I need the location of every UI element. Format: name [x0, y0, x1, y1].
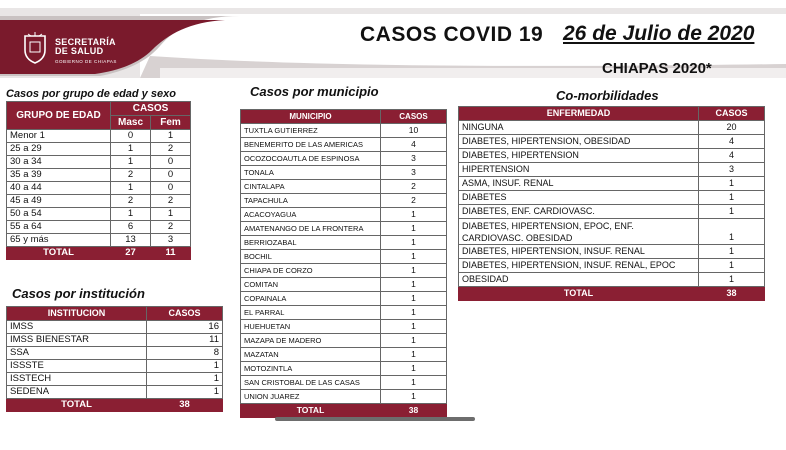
disease-name-cell: DIABETES, HIPERTENSION, INSUF. RENAL — [459, 245, 699, 259]
table-row — [241, 138, 447, 152]
municipality-name-cell: COPAINALA — [241, 292, 381, 306]
municipality-name-cell: CINTALAPA — [241, 180, 381, 194]
disease-name-line-1: DIABETES, HIPERTENSION, EPOC, ENF. — [462, 220, 634, 231]
municipality-cases-cell: 1 — [381, 376, 447, 390]
male-cases-cell: 2 — [111, 195, 151, 208]
municipality-cases-cell: 1 — [381, 334, 447, 348]
municipality-name-cell: MAZAPA DE MADERO — [241, 334, 381, 348]
table-row — [241, 362, 447, 376]
col-cases: CASOS — [147, 307, 223, 321]
total-label: TOTAL — [459, 287, 699, 301]
table-row — [241, 222, 447, 236]
table-row — [459, 273, 765, 287]
age-total-row — [7, 247, 191, 260]
crest-icon — [22, 32, 48, 64]
table-row — [7, 130, 191, 143]
age-group-cell: Menor 1 — [7, 130, 111, 143]
female-cases-cell: 3 — [151, 234, 191, 247]
municipality-cases-cell: 4 — [381, 138, 447, 152]
male-cases-cell: 1 — [111, 143, 151, 156]
municipality-name-cell: TAPACHULA — [241, 194, 381, 208]
municipality-name-cell: COMITAN — [241, 278, 381, 292]
age-group-cell: 40 a 44 — [7, 182, 111, 195]
institution-name-cell: IMSS BIENESTAR — [7, 334, 147, 347]
municipality-total-row — [241, 404, 447, 418]
age-group-cell: 65 y más — [7, 234, 111, 247]
total-label: TOTAL — [7, 399, 147, 412]
total-value: 38 — [147, 399, 223, 412]
table-row — [241, 152, 447, 166]
disease-cases-cell: 1 — [699, 191, 765, 205]
table-row — [459, 219, 765, 245]
municipality-name-cell: SAN CRISTOBAL DE LAS CASAS — [241, 376, 381, 390]
institution-cases-cell: 8 — [147, 347, 223, 360]
municipality-cases-cell: 1 — [381, 320, 447, 334]
male-cases-cell: 13 — [111, 234, 151, 247]
header-banner — [0, 8, 786, 78]
municipality-name-cell: TONALA — [241, 166, 381, 180]
table-row — [241, 250, 447, 264]
disease-name-cell: HIPERTENSION — [459, 163, 699, 177]
table-row — [241, 208, 447, 222]
comorbidities-heading: Co-morbilidades — [556, 88, 659, 103]
institution-heading: Casos por institución — [12, 286, 145, 301]
table-row — [241, 194, 447, 208]
institution-table — [6, 306, 223, 412]
col-cases: CASOS — [111, 102, 191, 116]
disease-cases-cell: 4 — [699, 135, 765, 149]
municipality-name-cell: CHIAPA DE CORZO — [241, 264, 381, 278]
institution-cases-cell: 1 — [147, 360, 223, 373]
female-cases-cell: 2 — [151, 143, 191, 156]
horizontal-scrollbar[interactable] — [275, 417, 475, 421]
disease-name-cell: ASMA, INSUF. RENAL — [459, 177, 699, 191]
table-row — [241, 124, 447, 138]
table-row — [241, 320, 447, 334]
municipality-name-cell: BERRIOZABAL — [241, 236, 381, 250]
male-cases-cell: 1 — [111, 208, 151, 221]
municipality-cases-cell: 1 — [381, 306, 447, 320]
disease-cases-cell: 1 — [699, 259, 765, 273]
municipality-cases-cell: 1 — [381, 362, 447, 376]
table-row — [7, 156, 191, 169]
institution-name-cell: IMSS — [7, 321, 147, 334]
table-row — [7, 386, 223, 399]
table-row — [459, 245, 765, 259]
municipality-name-cell: UNION JUAREZ — [241, 390, 381, 404]
col-cases: CASOS — [381, 110, 447, 124]
page-title: CASOS COVID 19 — [360, 23, 544, 46]
age-group-cell: 50 a 54 — [7, 208, 111, 221]
male-cases-cell: 6 — [111, 221, 151, 234]
age-sex-heading: Casos por grupo de edad y sexo — [6, 88, 176, 100]
table-row — [241, 236, 447, 250]
total-male: 27 — [111, 247, 151, 260]
municipality-name-cell: AMATENANGO DE LA FRONTERA — [241, 222, 381, 236]
total-value: 38 — [699, 287, 765, 301]
disease-name-cell: DIABETES, HIPERTENSION, OBESIDAD — [459, 135, 699, 149]
table-row — [7, 195, 191, 208]
comorbidities-table — [458, 106, 765, 301]
disease-name-cell: OBESIDAD — [459, 273, 699, 287]
disease-name-cell: NINGUNA — [459, 121, 699, 135]
table-row — [459, 177, 765, 191]
municipality-cases-cell: 1 — [381, 390, 447, 404]
logo-line-1: SECRETARÍA — [55, 37, 116, 47]
age-group-cell: 25 a 29 — [7, 143, 111, 156]
municipality-name-cell: OCOZOCOAUTLA DE ESPINOSA — [241, 152, 381, 166]
institution-cases-cell: 11 — [147, 334, 223, 347]
logo-text — [55, 38, 117, 65]
comorbidities-total-row — [459, 287, 765, 301]
institution-cases-cell: 1 — [147, 386, 223, 399]
male-cases-cell: 0 — [111, 130, 151, 143]
female-cases-cell: 0 — [151, 169, 191, 182]
municipality-cases-cell: 3 — [381, 152, 447, 166]
col-male: Masc — [111, 116, 151, 130]
disease-cases-cell: 3 — [699, 163, 765, 177]
municipality-cases-cell: 1 — [381, 278, 447, 292]
logo-line-3: GOBIERNO DE CHIAPAS — [55, 58, 117, 64]
age-group-cell: 55 a 64 — [7, 221, 111, 234]
female-cases-cell: 0 — [151, 182, 191, 195]
page-subtitle: CHIAPAS 2020* — [602, 60, 712, 77]
table-row — [241, 278, 447, 292]
table-row — [7, 234, 191, 247]
table-row — [7, 169, 191, 182]
disease-cases-cell: 1 — [699, 273, 765, 287]
municipality-cases-cell: 2 — [381, 180, 447, 194]
col-female: Fem — [151, 116, 191, 130]
disease-cases-cell: 4 — [699, 149, 765, 163]
col-cases: CASOS — [699, 107, 765, 121]
institution-name-cell: SSA — [7, 347, 147, 360]
col-age-group: GRUPO DE EDAD — [7, 102, 111, 130]
table-row — [7, 182, 191, 195]
male-cases-cell: 1 — [111, 156, 151, 169]
municipality-cases-cell: 1 — [381, 264, 447, 278]
disease-cases-cell: 20 — [699, 121, 765, 135]
table-row — [241, 166, 447, 180]
logo-line-2: DE SALUD — [55, 46, 104, 57]
total-female: 11 — [151, 247, 191, 260]
age-group-cell: 35 a 39 — [7, 169, 111, 182]
report-date: 26 de Julio de 2020 — [563, 22, 755, 45]
municipality-name-cell: MAZATAN — [241, 348, 381, 362]
municipality-cases-cell: 1 — [381, 348, 447, 362]
table-row — [241, 306, 447, 320]
disease-name-cell: DIABETES, ENF. CARDIOVASC. — [459, 205, 699, 219]
disease-name-cell: DIABETES, HIPERTENSION — [459, 149, 699, 163]
table-row — [241, 348, 447, 362]
col-institution: INSTITUCION — [7, 307, 147, 321]
municipality-name-cell: BOCHIL — [241, 250, 381, 264]
municipality-cases-cell: 1 — [381, 292, 447, 306]
table-row — [459, 163, 765, 177]
female-cases-cell: 2 — [151, 221, 191, 234]
table-row — [7, 221, 191, 234]
disease-cases-cell: 1 — [699, 205, 765, 219]
table-row — [241, 264, 447, 278]
municipality-table — [240, 109, 447, 418]
table-row — [7, 373, 223, 386]
total-label: TOTAL — [241, 404, 381, 418]
table-row — [241, 376, 447, 390]
col-disease: ENFERMEDAD — [459, 107, 699, 121]
table-row — [7, 347, 223, 360]
table-row — [241, 180, 447, 194]
table-row — [459, 259, 765, 273]
table-row — [241, 390, 447, 404]
municipality-name-cell: HUEHUETAN — [241, 320, 381, 334]
disease-cases-cell: 1 — [699, 245, 765, 259]
municipality-name-cell: BENEMERITO DE LAS AMERICAS — [241, 138, 381, 152]
municipality-cases-cell: 10 — [381, 124, 447, 138]
total-label: TOTAL — [7, 247, 111, 260]
institution-name-cell: ISSTECH — [7, 373, 147, 386]
institution-name-cell: SEDENA — [7, 386, 147, 399]
table-row — [459, 121, 765, 135]
male-cases-cell: 1 — [111, 182, 151, 195]
disease-name-line-2: CARDIOVASC. OBESIDAD — [462, 232, 573, 243]
col-municipality: MUNICIPIO — [241, 110, 381, 124]
municipality-cases-cell: 1 — [381, 222, 447, 236]
disease-cases-cell: 1 — [699, 177, 765, 191]
municipality-cases-cell: 3 — [381, 166, 447, 180]
table-row — [7, 143, 191, 156]
total-value: 38 — [381, 404, 447, 418]
municipality-cases-cell: 1 — [381, 250, 447, 264]
institution-name-cell: ISSSTE — [7, 360, 147, 373]
table-row — [7, 334, 223, 347]
disease-name-cell — [459, 219, 699, 245]
female-cases-cell: 1 — [151, 130, 191, 143]
male-cases-cell: 2 — [111, 169, 151, 182]
municipality-name-cell: ACACOYAGUA — [241, 208, 381, 222]
female-cases-cell: 0 — [151, 156, 191, 169]
institution-cases-cell: 16 — [147, 321, 223, 334]
disease-name-cell: DIABETES — [459, 191, 699, 205]
institution-cases-cell: 1 — [147, 373, 223, 386]
table-row — [459, 191, 765, 205]
table-row — [459, 135, 765, 149]
female-cases-cell: 1 — [151, 208, 191, 221]
table-row — [7, 321, 223, 334]
municipality-name-cell: TUXTLA GUTIERREZ — [241, 124, 381, 138]
table-row — [7, 360, 223, 373]
table-row — [459, 205, 765, 219]
age-sex-table — [6, 101, 191, 260]
table-row — [241, 292, 447, 306]
municipality-cases-cell: 1 — [381, 236, 447, 250]
table-row — [241, 334, 447, 348]
disease-name-cell: DIABETES, HIPERTENSION, INSUF. RENAL, EPOC — [459, 259, 699, 273]
female-cases-cell: 2 — [151, 195, 191, 208]
age-group-cell: 45 a 49 — [7, 195, 111, 208]
table-row — [459, 149, 765, 163]
municipality-heading: Casos por municipio — [250, 84, 379, 99]
disease-cases-cell: 1 — [699, 219, 765, 245]
municipality-cases-cell: 1 — [381, 208, 447, 222]
age-group-cell: 30 a 34 — [7, 156, 111, 169]
municipality-name-cell: EL PARRAL — [241, 306, 381, 320]
municipality-cases-cell: 2 — [381, 194, 447, 208]
municipality-name-cell: MOTOZINTLA — [241, 362, 381, 376]
institution-total-row — [7, 399, 223, 412]
table-row — [7, 208, 191, 221]
